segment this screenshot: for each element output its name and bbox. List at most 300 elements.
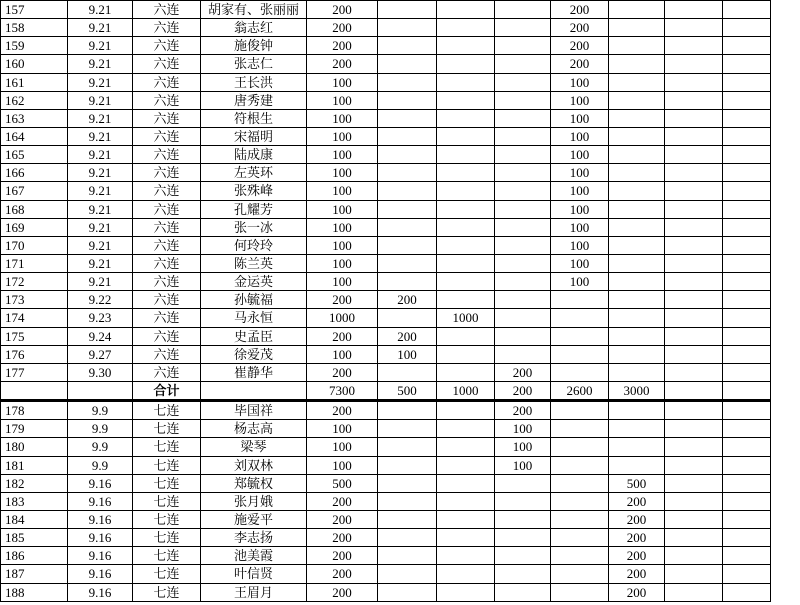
cell-date: 9.16	[68, 583, 133, 601]
cell-amount-col3	[437, 236, 495, 254]
cell-amount-col7	[665, 37, 723, 55]
cell-amount-total: 200	[307, 55, 378, 73]
cell-amount-col3	[437, 474, 495, 492]
cell-amount-col4	[495, 37, 551, 55]
cell-amount-col6	[609, 273, 665, 291]
cell-amount-col4	[495, 164, 551, 182]
cell-amount-total: 200	[307, 529, 378, 547]
cell-amount-col6	[609, 37, 665, 55]
cell-number: 185	[1, 529, 68, 547]
cell-amount-col3	[437, 420, 495, 438]
cell-date: 9.16	[68, 547, 133, 565]
cell-amount-col5: 100	[551, 146, 609, 164]
cell-amount-col2	[378, 420, 437, 438]
cell-name	[201, 381, 307, 400]
table-row	[1, 19, 771, 37]
cell-amount-col5	[551, 345, 609, 363]
cell-amount-col8	[723, 1, 771, 19]
cell-name: 左英环	[201, 164, 307, 182]
cell-name: 刘双林	[201, 456, 307, 474]
cell-amount-col3	[437, 164, 495, 182]
cell-amount-col2	[378, 236, 437, 254]
cell-amount-col2	[378, 1, 437, 19]
cell-unit: 六连	[133, 37, 201, 55]
cell-name: 王长洪	[201, 73, 307, 91]
cell-amount-col3	[437, 492, 495, 510]
cell-amount-col2	[378, 146, 437, 164]
cell-name: 翁志红	[201, 19, 307, 37]
cell-name: 孙毓福	[201, 291, 307, 309]
cell-unit: 六连	[133, 200, 201, 218]
cell-amount-col4	[495, 19, 551, 37]
cell-amount-col3	[437, 200, 495, 218]
cell-amount-col2	[378, 127, 437, 145]
cell-unit: 六连	[133, 363, 201, 381]
table-row	[1, 109, 771, 127]
cell-amount-col7	[665, 401, 723, 420]
cell-amount-col5	[551, 565, 609, 583]
cell-amount-col4	[495, 182, 551, 200]
cell-amount-col5	[551, 420, 609, 438]
cell-amount-col5	[551, 363, 609, 381]
cell-amount-col3	[437, 218, 495, 236]
cell-date: 9.21	[68, 109, 133, 127]
cell-amount-col4	[495, 218, 551, 236]
cell-amount-col2	[378, 19, 437, 37]
cell-number: 162	[1, 91, 68, 109]
cell-date: 9.16	[68, 565, 133, 583]
table-row	[1, 236, 771, 254]
cell-amount-col4	[495, 529, 551, 547]
cell-date: 9.21	[68, 19, 133, 37]
cell-amount-col4: 200	[495, 401, 551, 420]
cell-amount-col3	[437, 327, 495, 345]
cell-number: 161	[1, 73, 68, 91]
cell-number: 182	[1, 474, 68, 492]
cell-name: 陆成康	[201, 146, 307, 164]
cell-amount-col4	[495, 1, 551, 19]
cell-amount-col2	[378, 73, 437, 91]
cell-amount-total: 100	[307, 164, 378, 182]
cell-amount-col6	[609, 327, 665, 345]
cell-amount-col4	[495, 309, 551, 327]
cell-amount-col3	[437, 254, 495, 272]
cell-amount-total: 200	[307, 1, 378, 19]
cell-amount-total: 200	[307, 327, 378, 345]
cell-amount-col7	[665, 474, 723, 492]
cell-number: 163	[1, 109, 68, 127]
cell-unit: 七连	[133, 565, 201, 583]
cell-amount-col6: 200	[609, 529, 665, 547]
cell-amount-col7	[665, 420, 723, 438]
cell-unit: 七连	[133, 401, 201, 420]
cell-amount-col8	[723, 401, 771, 420]
cell-amount-col7	[665, 146, 723, 164]
cell-amount-col3	[437, 291, 495, 309]
cell-amount-col5: 100	[551, 218, 609, 236]
cell-amount-col2: 200	[378, 291, 437, 309]
cell-unit: 七连	[133, 529, 201, 547]
table-row	[1, 583, 771, 601]
cell-amount-col5: 100	[551, 236, 609, 254]
cell-unit: 六连	[133, 164, 201, 182]
cell-amount-col6	[609, 73, 665, 91]
cell-amount-col8	[723, 91, 771, 109]
cell-date: 9.9	[68, 438, 133, 456]
cell-amount-col8	[723, 291, 771, 309]
cell-amount-total: 200	[307, 19, 378, 37]
cell-date: 9.21	[68, 37, 133, 55]
cell-number: 171	[1, 254, 68, 272]
cell-amount-col8	[723, 218, 771, 236]
table-row	[1, 182, 771, 200]
cell-unit: 七连	[133, 510, 201, 528]
cell-date: 9.27	[68, 345, 133, 363]
cell-number: 188	[1, 583, 68, 601]
cell-amount-col4	[495, 146, 551, 164]
cell-name: 崔静华	[201, 363, 307, 381]
cell-name: 叶信贤	[201, 565, 307, 583]
cell-amount-col7	[665, 456, 723, 474]
cell-amount-col5	[551, 456, 609, 474]
total-amount-col4: 200	[495, 381, 551, 400]
cell-amount-col6	[609, 456, 665, 474]
cell-amount-col8	[723, 510, 771, 528]
cell-unit: 六连	[133, 273, 201, 291]
cell-amount-col2	[378, 438, 437, 456]
cell-number: 168	[1, 200, 68, 218]
cell-amount-col3	[437, 19, 495, 37]
cell-name: 张月娥	[201, 492, 307, 510]
cell-amount-col7	[665, 291, 723, 309]
cell-amount-col8	[723, 254, 771, 272]
cell-date: 9.30	[68, 363, 133, 381]
cell-name: 符根生	[201, 109, 307, 127]
cell-amount-col5	[551, 327, 609, 345]
cell-amount-col4: 100	[495, 456, 551, 474]
total-amount-col3: 1000	[437, 381, 495, 400]
cell-date: 9.16	[68, 510, 133, 528]
cell-amount-col5: 200	[551, 37, 609, 55]
cell-amount-col8	[723, 164, 771, 182]
cell-amount-total: 100	[307, 420, 378, 438]
cell-amount-col5	[551, 291, 609, 309]
cell-amount-col6: 200	[609, 492, 665, 510]
cell-amount-total: 1000	[307, 309, 378, 327]
cell-amount-col4	[495, 73, 551, 91]
cell-amount-col4: 200	[495, 363, 551, 381]
cell-amount-col4	[495, 91, 551, 109]
cell-date: 9.21	[68, 73, 133, 91]
cell-amount-col7	[665, 200, 723, 218]
cell-date: 9.21	[68, 273, 133, 291]
cell-amount-col3	[437, 583, 495, 601]
cell-amount-col6	[609, 291, 665, 309]
table-row	[1, 37, 771, 55]
cell-amount-col3	[437, 529, 495, 547]
cell-number: 173	[1, 291, 68, 309]
cell-amount-total: 100	[307, 273, 378, 291]
cell-amount-col8	[723, 182, 771, 200]
cell-amount-total: 100	[307, 109, 378, 127]
cell-unit: 六连	[133, 182, 201, 200]
cell-amount-total: 100	[307, 218, 378, 236]
cell-amount-col4	[495, 273, 551, 291]
table-row	[1, 363, 771, 381]
table-row	[1, 510, 771, 528]
cell-amount-total: 200	[307, 492, 378, 510]
cell-amount-col5	[551, 492, 609, 510]
cell-number: 186	[1, 547, 68, 565]
cell-name: 陈兰英	[201, 254, 307, 272]
cell-name: 郑毓权	[201, 474, 307, 492]
cell-amount-col8	[723, 19, 771, 37]
cell-amount-col6	[609, 127, 665, 145]
cell-amount-col6: 200	[609, 547, 665, 565]
cell-amount-col2	[378, 55, 437, 73]
cell-amount-col6	[609, 91, 665, 109]
cell-unit: 六连	[133, 73, 201, 91]
cell-amount-col2	[378, 182, 437, 200]
cell-number: 160	[1, 55, 68, 73]
cell-amount-col7	[665, 91, 723, 109]
cell-unit: 六连	[133, 146, 201, 164]
cell-unit: 七连	[133, 583, 201, 601]
cell-amount-col4	[495, 236, 551, 254]
cell-amount-col8	[723, 127, 771, 145]
cell-amount-col2	[378, 492, 437, 510]
table-row	[1, 529, 771, 547]
cell-date: 9.9	[68, 420, 133, 438]
cell-amount-col2	[378, 218, 437, 236]
cell-amount-total: 200	[307, 583, 378, 601]
cell-number: 177	[1, 363, 68, 381]
cell-unit: 六连	[133, 218, 201, 236]
cell-name: 马永恒	[201, 309, 307, 327]
cell-amount-col7	[665, 273, 723, 291]
cell-amount-col4	[495, 55, 551, 73]
cell-amount-col5: 100	[551, 91, 609, 109]
cell-amount-col3	[437, 565, 495, 583]
cell-amount-col3	[437, 438, 495, 456]
cell-amount-col3	[437, 547, 495, 565]
cell-amount-col4	[495, 547, 551, 565]
cell-name: 宋福明	[201, 127, 307, 145]
cell-number: 184	[1, 510, 68, 528]
cell-amount-total: 100	[307, 254, 378, 272]
cell-amount-col6	[609, 19, 665, 37]
cell-amount-col6	[609, 182, 665, 200]
cell-amount-col8	[723, 236, 771, 254]
cell-number: 183	[1, 492, 68, 510]
total-amount-col8	[723, 381, 771, 400]
cell-number: 164	[1, 127, 68, 145]
cell-name: 张志仁	[201, 55, 307, 73]
cell-amount-col2: 100	[378, 345, 437, 363]
cell-number: 172	[1, 273, 68, 291]
cell-amount-col4	[495, 474, 551, 492]
cell-amount-col7	[665, 254, 723, 272]
cell-amount-col6: 500	[609, 474, 665, 492]
cell-unit: 七连	[133, 474, 201, 492]
cell-date: 9.21	[68, 91, 133, 109]
cell-number: 180	[1, 438, 68, 456]
cell-amount-col4	[495, 127, 551, 145]
cell-amount-col3	[437, 73, 495, 91]
cell-date: 9.23	[68, 309, 133, 327]
cell-name: 史孟臣	[201, 327, 307, 345]
cell-date: 9.21	[68, 164, 133, 182]
cell-amount-col4	[495, 565, 551, 583]
cell-amount-col5: 200	[551, 55, 609, 73]
cell-amount-col6: 200	[609, 583, 665, 601]
cell-name: 徐爱茂	[201, 345, 307, 363]
cell-name: 胡家有、张丽丽	[201, 1, 307, 19]
cell-number: 157	[1, 1, 68, 19]
cell-unit: 六连	[133, 127, 201, 145]
total-amount-total: 7300	[307, 381, 378, 400]
cell-amount-col4	[495, 200, 551, 218]
cell-amount-col4	[495, 345, 551, 363]
cell-amount-col3	[437, 182, 495, 200]
cell-unit: 七连	[133, 420, 201, 438]
cell-amount-col8	[723, 456, 771, 474]
cell-amount-col7	[665, 1, 723, 19]
table-row	[1, 327, 771, 345]
cell-amount-col3	[437, 345, 495, 363]
cell-amount-col8	[723, 55, 771, 73]
table-row	[1, 164, 771, 182]
cell-amount-col5	[551, 474, 609, 492]
cell-number: 187	[1, 565, 68, 583]
cell-name: 毕国祥	[201, 401, 307, 420]
cell-unit: 六连	[133, 254, 201, 272]
cell-amount-col2	[378, 363, 437, 381]
cell-name: 梁琴	[201, 438, 307, 456]
cell-unit: 六连	[133, 19, 201, 37]
cell-amount-col6	[609, 146, 665, 164]
cell-number: 167	[1, 182, 68, 200]
cell-amount-col2	[378, 510, 437, 528]
cell-amount-col3	[437, 456, 495, 474]
cell-amount-col6	[609, 363, 665, 381]
table-row	[1, 456, 771, 474]
cell-amount-col8	[723, 583, 771, 601]
total-label: 合计	[133, 381, 201, 400]
cell-amount-col3	[437, 37, 495, 55]
cell-amount-col2	[378, 109, 437, 127]
cell-date: 9.21	[68, 182, 133, 200]
cell-amount-col5: 100	[551, 273, 609, 291]
cell-amount-col6	[609, 438, 665, 456]
cell-date: 9.21	[68, 200, 133, 218]
total-amount-col2: 500	[378, 381, 437, 400]
cell-amount-col8	[723, 109, 771, 127]
cell-amount-col5	[551, 547, 609, 565]
cell-number: 170	[1, 236, 68, 254]
cell-amount-col7	[665, 492, 723, 510]
cell-amount-col8	[723, 146, 771, 164]
cell-amount-total: 100	[307, 456, 378, 474]
cell-amount-col6: 200	[609, 510, 665, 528]
table-row	[1, 200, 771, 218]
cell-amount-col2	[378, 254, 437, 272]
total-amount-col6: 3000	[609, 381, 665, 400]
cell-amount-col5	[551, 583, 609, 601]
cell-amount-col7	[665, 109, 723, 127]
cell-number: 176	[1, 345, 68, 363]
cell-date: 9.21	[68, 236, 133, 254]
total-row	[1, 381, 771, 400]
cell-date: 9.21	[68, 218, 133, 236]
cell-amount-col6	[609, 55, 665, 73]
cell-amount-col5	[551, 438, 609, 456]
cell-amount-col2	[378, 529, 437, 547]
cell-amount-total: 100	[307, 146, 378, 164]
cell-number: 165	[1, 146, 68, 164]
table-row	[1, 127, 771, 145]
table-row	[1, 565, 771, 583]
cell-amount-col5: 100	[551, 127, 609, 145]
cell-unit: 七连	[133, 456, 201, 474]
cell-date: 9.9	[68, 401, 133, 420]
cell-date: 9.21	[68, 254, 133, 272]
cell-amount-col6	[609, 420, 665, 438]
cell-amount-col4	[495, 254, 551, 272]
cell-amount-col2	[378, 547, 437, 565]
cell-amount-col3	[437, 510, 495, 528]
cell-amount-col6	[609, 200, 665, 218]
cell-number: 166	[1, 164, 68, 182]
cell-amount-col6	[609, 164, 665, 182]
table-body	[1, 1, 771, 602]
cell-amount-total: 200	[307, 291, 378, 309]
cell-amount-col6	[609, 109, 665, 127]
cell-amount-col7	[665, 236, 723, 254]
cell-name: 池美霞	[201, 547, 307, 565]
cell-amount-col2: 200	[378, 327, 437, 345]
cell-amount-col5	[551, 309, 609, 327]
table-row	[1, 273, 771, 291]
cell-amount-col2	[378, 401, 437, 420]
table-row	[1, 547, 771, 565]
cell-amount-total: 200	[307, 363, 378, 381]
table-row	[1, 55, 771, 73]
table-row	[1, 438, 771, 456]
cell-amount-col7	[665, 363, 723, 381]
cell-amount-col8	[723, 345, 771, 363]
cell-amount-col8	[723, 420, 771, 438]
cell-amount-col4	[495, 291, 551, 309]
cell-name: 孔耀芳	[201, 200, 307, 218]
cell-amount-col8	[723, 363, 771, 381]
cell-amount-col5: 100	[551, 164, 609, 182]
table-row	[1, 492, 771, 510]
cell-name: 王眉月	[201, 583, 307, 601]
cell-unit: 七连	[133, 492, 201, 510]
cell-amount-col2	[378, 37, 437, 55]
table-row	[1, 291, 771, 309]
cell-amount-col3: 1000	[437, 309, 495, 327]
cell-date: 9.21	[68, 127, 133, 145]
cell-amount-col6	[609, 218, 665, 236]
cell-amount-col6: 200	[609, 565, 665, 583]
cell-amount-total: 100	[307, 200, 378, 218]
cell-amount-col6	[609, 401, 665, 420]
cell-amount-col7	[665, 182, 723, 200]
cell-amount-total: 100	[307, 345, 378, 363]
cell-unit: 六连	[133, 345, 201, 363]
